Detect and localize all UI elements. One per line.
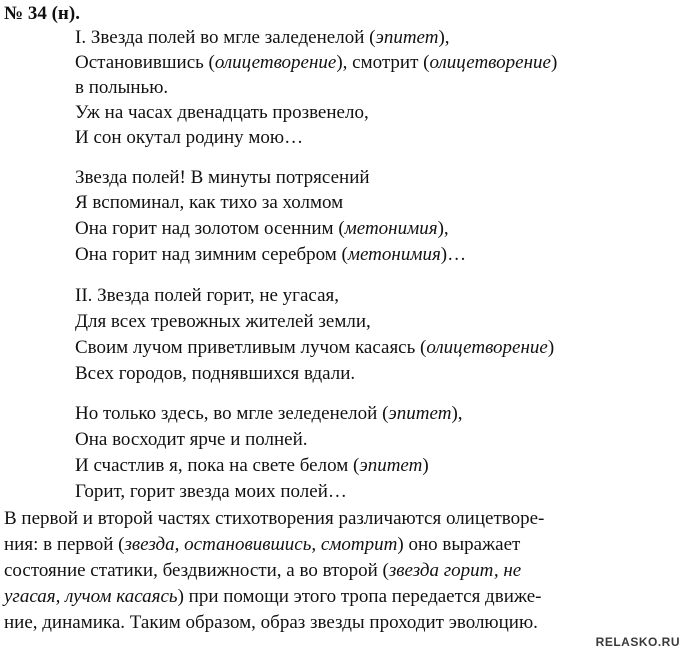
poem-line <box>75 243 466 267</box>
poem-text: ), смотрит ( <box>336 52 430 73</box>
poem-line <box>75 51 557 75</box>
device-note: эпитет <box>359 455 423 476</box>
poem-text: ) <box>547 337 555 358</box>
poem-line: Для всех тревожных жителей земли, <box>75 311 371 332</box>
device-note: олицетворение <box>429 52 551 73</box>
poem-line: Горит, горит звезда моих полей… <box>75 481 347 502</box>
exercise-number: № 34 (н). <box>4 3 80 24</box>
analysis-line: ние, динамика. Таким образом, образ звезды проходит эволюцию. <box>4 612 538 633</box>
poem-line: Звезда полей! В минуты потрясений <box>75 167 370 188</box>
poem-line: Уж на часах двенадцать прозвенело, <box>75 102 369 123</box>
device-note: эпитет <box>375 27 439 48</box>
poem-line: Я вспоминал, как тихо за холмом <box>75 192 344 213</box>
poem-text: I. Звезда полей во мгле заледенелой ( <box>75 27 376 48</box>
poem-text: ), <box>438 27 450 48</box>
analysis-line: В первой и второй частях стихотворения различаются олицетворе- <box>4 508 545 529</box>
poem-line: И сон окутал родину мою… <box>75 127 304 148</box>
quote-note: звезда, остановившись, смотрит <box>124 534 398 555</box>
device-note: олицетворение <box>426 337 548 358</box>
poem-text: ) <box>422 455 429 476</box>
device-note: метонимия <box>344 218 438 239</box>
device-note: эпитет <box>388 403 452 424</box>
poem-text: Она горит над зимним серебром ( <box>75 244 348 265</box>
poem-line <box>75 26 450 50</box>
poem-line: Она восходит ярче и полней. <box>75 429 308 450</box>
poem-line: II. Звезда полей горит, не угасая, <box>75 285 339 306</box>
poem-line <box>75 454 429 478</box>
poem-line: Всех городов, поднявшихся вдали. <box>75 363 356 384</box>
poem-line <box>75 217 449 241</box>
analysis-line <box>4 533 520 557</box>
poem-text: ), <box>437 218 449 239</box>
analysis-text: ) оно выражает <box>397 534 521 555</box>
poem-text: Она горит над золотом осенним ( <box>75 218 345 239</box>
device-note: метонимия <box>347 244 441 265</box>
poem-text: ), <box>451 403 463 424</box>
site-watermark: RELASKO.RU <box>595 635 680 649</box>
poem-text: Но только здесь, во мгле зеледенелой ( <box>75 403 389 424</box>
poem-text: И счастлив я, пока на свете белом ( <box>75 455 360 476</box>
analysis-text: состояние статики, бездвижности, а во второй ( <box>4 560 389 581</box>
quote-note: звезда горит, не <box>388 560 522 581</box>
analysis-line <box>4 585 542 609</box>
poem-line <box>75 402 463 426</box>
poem-line <box>75 336 554 360</box>
analysis-text: ) при помощи этого тропа передается движе- <box>177 586 542 607</box>
analysis-line <box>4 559 521 583</box>
analysis-text: ния: в первой ( <box>4 534 125 555</box>
device-note: олицетворение <box>214 52 337 73</box>
poem-text: )… <box>440 244 467 265</box>
poem-text: Своим лучом приветливым лучом касаясь ( <box>75 337 427 358</box>
poem-line: в полынью. <box>75 77 169 98</box>
quote-note: угасая, лучом касаясь <box>4 586 178 607</box>
poem-text: Остановившись ( <box>75 52 215 73</box>
poem-text: ) <box>550 52 558 73</box>
